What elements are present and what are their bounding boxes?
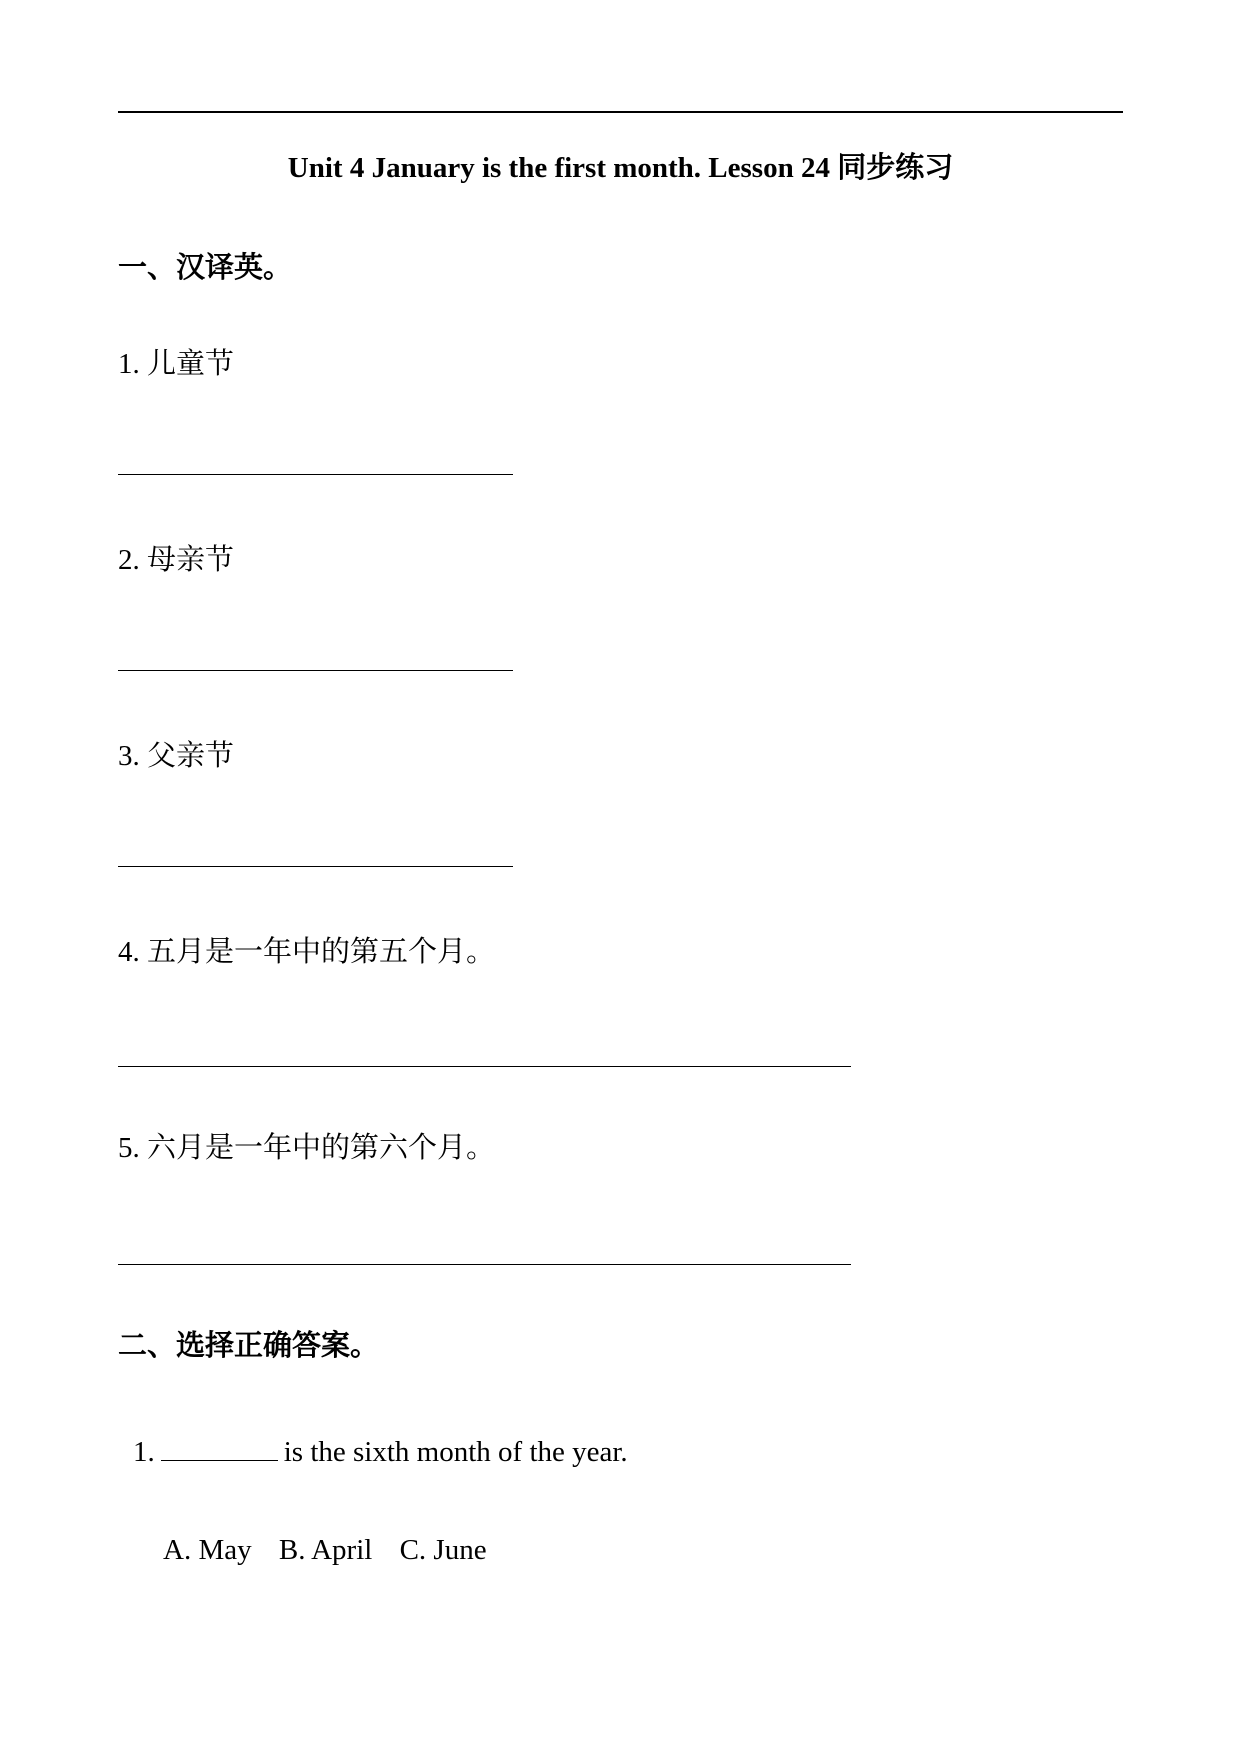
choice-options [163,1530,507,1570]
answer-blank[interactable] [161,1434,278,1461]
option-c[interactable]: C. June [399,1534,487,1566]
item-prompt: 五月是一年中的第五个月。 [147,936,496,968]
item-number: 3. [118,740,140,772]
option-a[interactable]: A. May [163,1534,252,1566]
answer-line-3[interactable] [118,866,513,867]
translation-item-3 [118,736,234,776]
translation-item-1 [118,344,234,384]
translation-item-5 [118,1128,495,1168]
choice-question-1 [133,1432,628,1472]
item-number: 4. [118,936,140,968]
option-b[interactable]: B. April [278,1534,373,1566]
item-number: 1. [118,348,140,380]
question-number: 1. [133,1436,155,1468]
translation-item-4 [118,932,495,972]
answer-line-5[interactable] [118,1264,851,1265]
item-prompt: 母亲节 [147,544,235,576]
item-prompt: 父亲节 [147,740,235,772]
page-title: Unit 4 January is the first month. Lesson 24 同步练习 [287,152,954,184]
answer-line-4[interactable] [118,1066,851,1067]
item-number: 2. [118,544,140,576]
item-prompt: 六月是一年中的第六个月。 [147,1132,496,1164]
section-heading-choice: 二、选择正确答案。 [118,1330,380,1362]
item-number: 5. [118,1132,140,1164]
translation-item-2 [118,540,234,580]
question-text: is the sixth month of the year. [283,1436,628,1468]
answer-line-1[interactable] [118,474,513,475]
section-heading-translation: 一、汉译英。 [118,252,293,284]
header-rule [118,111,1123,113]
answer-line-2[interactable] [118,670,513,671]
item-prompt: 儿童节 [147,348,235,380]
